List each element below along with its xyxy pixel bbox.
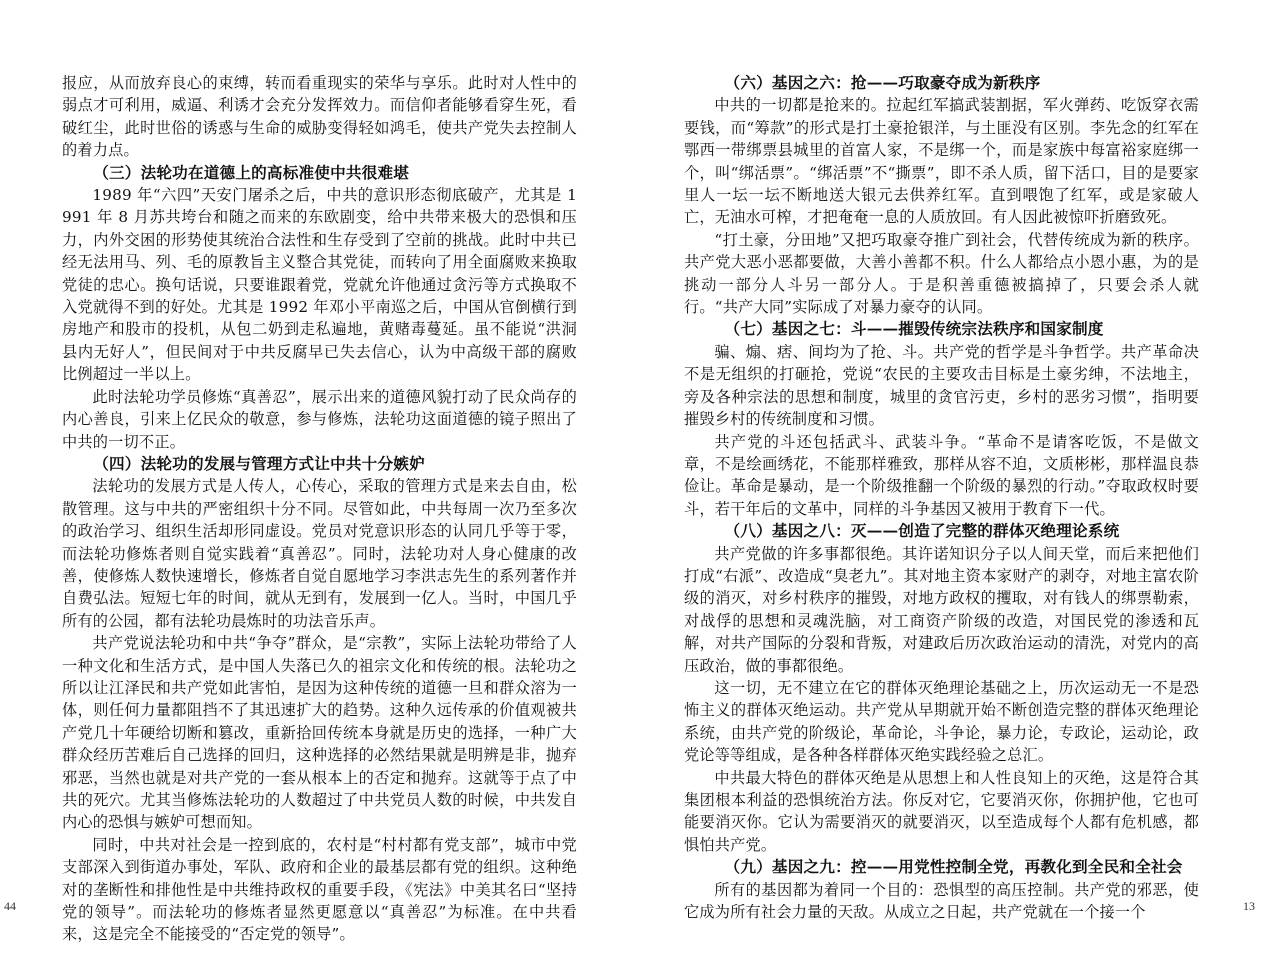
left-page <box>62 72 577 972</box>
paragraph: 1989 年“六四”天安门屠杀之后，中共的意识形态彻底破产，尤其是 1991 年 8 月苏共垮台和随之而来的东欧剧变，给中共带来极大的恐惧和压力，内外交困的形势使其统治合法性和生存受到了空前的挑战。此时中共已经无法用马、列、毛的原教旨主义整合其党徒，而转向了用全面腐败来换取党徒的忠心。换句话说，只要谁跟着党，党就允许他通过贪污等方式换取不入党就得不到的好处。尤其是 1992 年邓小平南巡之后，中国从官倒横行到房地产和股市的投机，从包二奶到走私遍地，黄赌毒蔓延。虽不能说“洪洞县内无好人”，但民间对于中共反腐早已失去信心，认为中高级干部的腐败比例超过一半以上。 <box>62 186 577 384</box>
paragraph: 骗、煽、痞、间均为了抢、斗。共产党的哲学是斗争哲学。共产革命决不是无组织的打砸抢，党说“农民的主要攻击目标是土豪劣绅，不法地主，旁及各种宗法的思想和制度，城里的贪官污吏，乡村的恶劣习惯”，指明要摧毁乡村的传统制度和习惯。 <box>684 342 1199 429</box>
paragraph: “打土豪，分田地”又把巧取豪夺推广到社会，代替传统成为新的秩序。共产党大恶小恶都要做，大善小善都不积。什么人都给点小恩小惠，为的是挑动一部分人斗另一部分人。于是积善重德被搞掉了，只要会杀人就行。“共产大同”实际成了对暴力豪夺的认同。 <box>684 230 1199 317</box>
section-heading: （三）法轮功在道德上的高标准使中共很难堪 <box>93 162 410 182</box>
left-page-number: 44 <box>4 899 16 913</box>
section-heading: （四）法轮功的发展与管理方式让中共十分嫉妒 <box>93 453 425 473</box>
paragraph: 报应，从而放弃良心的束缚，转而看重现实的荣华与享乐。此时对人性中的弱点才可利用，威逼、利诱才会充分发挥效力。而信仰者能够看穿生死，看破红尘，此时世俗的诱惑与生命的威胁变得轻如鸿毛，使共产党失去控制人的着力点。 <box>62 74 577 160</box>
section-heading: （七）基因之七：斗——摧毁传统宗法秩序和国家制度 <box>724 319 1104 339</box>
paragraph: 法轮功的发展方式是人传人，心传心，采取的管理方式是来去自由，松散管理。这与中共的严密组织十分不同。尽管如此，中共每周一次乃至多次的政治学习、组织生活却形同虚设。党员对党意识形态的认同几乎等于零，而法轮功修炼者则自觉实践着“真善忍”。同时，法轮功对人身心健康的改善，使修炼人数快速增长，修炼者自觉自愿地学习李洪志先生的系列著作并自费弘法。短短七年的时间，就从无到有，发展到一亿人。当时，中国几乎所有的公园，都有法轮功晨炼时的功法音乐声。 <box>62 477 577 630</box>
paragraph: 所有的基因都为着同一个目的：恐惧型的高压控制。共产党的邪恶，使它成为所有社会力量的天敌。从成立之日起，共产党就在一个接一个 <box>684 880 1199 922</box>
section-heading: （六）基因之六：抢——巧取豪夺成为新秩序 <box>724 73 1041 92</box>
right-page <box>684 72 1199 972</box>
section-heading: （九）基因之九：控——用党性控制全党，再教化到全民和全社会 <box>724 857 1183 877</box>
paragraph: 同时，中共对社会是一控到底的，农村是“村村都有党支部”，城市中党支部深入到街道办事处，军队、政府和企业的最基层都有党的组织。这种绝对的垄断性和排他性是中共维持政权的重要手段，《宪法》中美其名曰“坚持党的领导”。而法轮功的修炼者显然更愿意以“真善忍”为标准。在中共看来，这是完全不能接受的“否定党的领导”。 <box>62 835 577 944</box>
paragraph: 此时法轮功学员修炼“真善忍”，展示出来的道德风貌打动了民众尚存的内心善良，引来上亿民众的敬意，参与修炼，法轮功这面道德的镜子照出了中共的一切不正。 <box>62 387 577 451</box>
paragraph: 共产党的斗还包括武斗、武装斗争。“革命不是请客吃饭，不是做文章，不是绘画绣花，不能那样雅致，那样从容不迫，文质彬彬，那样温良恭俭让。革命是暴动，是一个阶级推翻一个阶级的暴烈的行动。”夺取政权时要斗，若干年后的文革中，同样的斗争基因又被用于教育下一代。 <box>684 432 1199 518</box>
paragraph: 中共的一切都是抢来的。拉起红军搞武装割据，军火弹药、吃饭穿衣需要钱，而“筹款”的形式是打土豪抢银洋，与土匪没有区别。李先念的红军在鄂西一带绑票县城里的首富人家，不是绑一个，而是家族中每富裕家庭绑一个，叫“绑活票”。“绑活票”不“撕票”，即不杀人质，留下活口，目的是要家里人一坛一坛不断地送大银元去供养红军。直到喂饱了红军，或是家破人亡，无油水可榨，才把奄奄一息的人质放回。有人因此被惊吓折磨致死。 <box>684 96 1199 227</box>
paragraph: 共产党做的许多事都很绝。其许诺知识分子以人间天堂，而后来把他们打成“右派”、改造成“臭老九”。其对地主资本家财产的剥夺，对地主富农阶级的消灭，对乡村秩序的摧毁，对地方政权的攫取，对有钱人的绑票勒索，对战俘的思想和灵魂洗脑，对工商资产阶级的改造，对国民党的渗透和瓦解，对共产国际的分裂和背叛，对建政后历次政治运动的清洗，对党内的高压政治，做的事都很绝。 <box>684 544 1199 675</box>
paragraph: 这一切，无不建立在它的群体灭绝理论基础之上，历次运动无一不是恐怖主义的群体灭绝运动。共产党从早期就开始不断创造完整的群体灭绝理论系统，由共产党的阶级论，革命论，斗争论，暴力论，专政论，运动论，政党论等等组成，是各种各样群体灭绝实践经验之总汇。 <box>684 678 1199 765</box>
right-page-text <box>684 72 1199 923</box>
paragraph: 中共最大特色的群体灭绝是从思想上和人性良知上的灭绝，这是符合其集团根本利益的恐惧统治方法。你反对它，它要消灭你，你拥护他，它也可能要消灭你。它认为需要消灭的就要消灭，以至造成每个人都有危机感，都惧怕共产党。 <box>684 768 1199 854</box>
right-page-number: 13 <box>1243 899 1255 913</box>
section-heading: （八）基因之八：灭——创造了完整的群体灭绝理论系统 <box>724 521 1120 541</box>
paragraph: 共产党说法轮功和中共“争夺”群众，是“宗教”，实际上法轮功带给了人一种文化和生活方式，是中国人失落已久的祖宗文化和传统的根。法轮功之所以让江泽民和共产党如此害怕，是因为这种传统的道德一旦和群众溶为一体，则任何力量都阻挡不了其迅速扩大的趋势。这种久远传承的价值观被共产党几十年硬给切断和篡改，重新拾回传统本身就是历史的选择，一种广大群众经历苦难后自己选择的回归，这种选择的必然结果就是明辨是非，抛弃邪恶，当然也就是对共产党的一套从根本上的否定和抛弃。这就等于点了中共的死穴。尤其当修炼法轮功的人数超过了中共党员人数的时候，中共发自内心的恐惧与嫉妒可想而知。 <box>62 634 577 832</box>
left-page-text <box>62 72 577 946</box>
